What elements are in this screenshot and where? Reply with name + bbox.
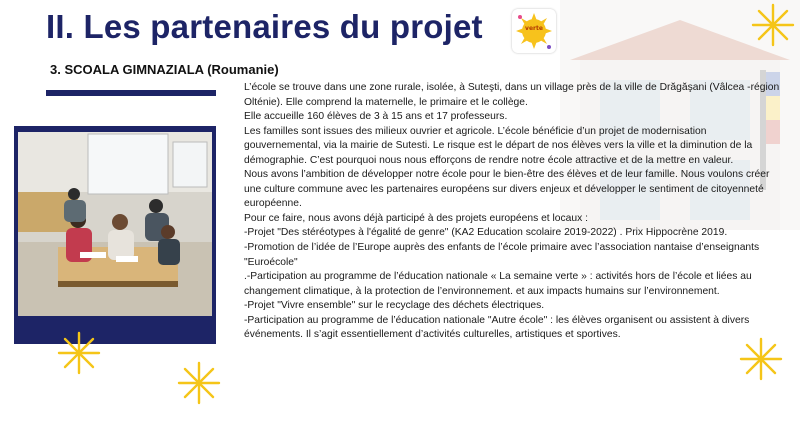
paragraph: L’école se trouve dans une zone rurale, isolée, à Suteşti, dans un village près de la ville de Drăgăşani (Vâlcea -région Olténie). Elle comprend la maternelle, le primaire et le collège. (244, 82, 780, 108)
sparkle-icon (738, 336, 784, 382)
paragraph: -Participation au programme de l’éducation nationale "Autre école" : les élèves organisent ou assistent à divers événements. Il s’agit essentiellement d’activités culturelles, artistiques et sportives. (244, 314, 750, 341)
paragraph: -Projet "Vivre ensemble" sur le recyclage des déchets électriques. (244, 300, 545, 312)
paragraph: Les familles sont issues des milieux ouvrier et agricole. L’école bénéficie d’un projet de modernisation gouvernemental, via la mairie de Sutesti. Le risque est le départ de nos élèves vers la ville et la diminution de la démographie. C’est pourquoi nous nous efforçons de rendre notre école attractive et de la mettre en valeur. (244, 125, 753, 166)
page-title: II. Les partenaires du projet (46, 8, 483, 45)
semaine-verte-logo (512, 9, 556, 53)
sparkle-icon (750, 2, 796, 48)
paragraph: Pour ce faire, nous avons déjà participé à des projets européens et locaux : (244, 212, 589, 224)
section-subtitle: 3. SCOALA GIMNAZIALA (Roumanie) (50, 62, 279, 77)
paragraph: -Promotion de l’idée de l’Europe auprès des enfants de l’école primaire avec l’association nantaise d’enseignants "Euroécole" (244, 242, 760, 268)
sparkle-icon (176, 360, 222, 406)
paragraph: .-Participation au programme de l’éducation nationale « La semaine verte » : activités hors de l’école et liées au changement climatique, à la protection de l’environnement. et aux impacts humains sur l’environnement. (244, 271, 752, 297)
paragraph: -Projet "Des stéréotypes à l'égalité de genre" (KA2 Education scolaire 2019-2022) . Prix Hippocrène 2019. (244, 227, 728, 239)
paragraph: Elle accueille 160 élèves de 3 à 15 ans et 17 professeurs. (244, 111, 508, 123)
sparkle-icon (56, 330, 102, 376)
classroom-photo (18, 132, 212, 316)
description-text (244, 81, 784, 343)
paragraph: Nous avons l’ambition de développer notre école pour le bien-être des élèves et de leur famille. Nous voulons créer une culture commune avec les partenaires européens sur divers enjeux et développer le sentiment de citoyenneté européenne. (244, 169, 770, 210)
logo-label: verte (525, 25, 543, 32)
navy-divider-bar (46, 90, 216, 96)
photo-frame (14, 126, 216, 344)
